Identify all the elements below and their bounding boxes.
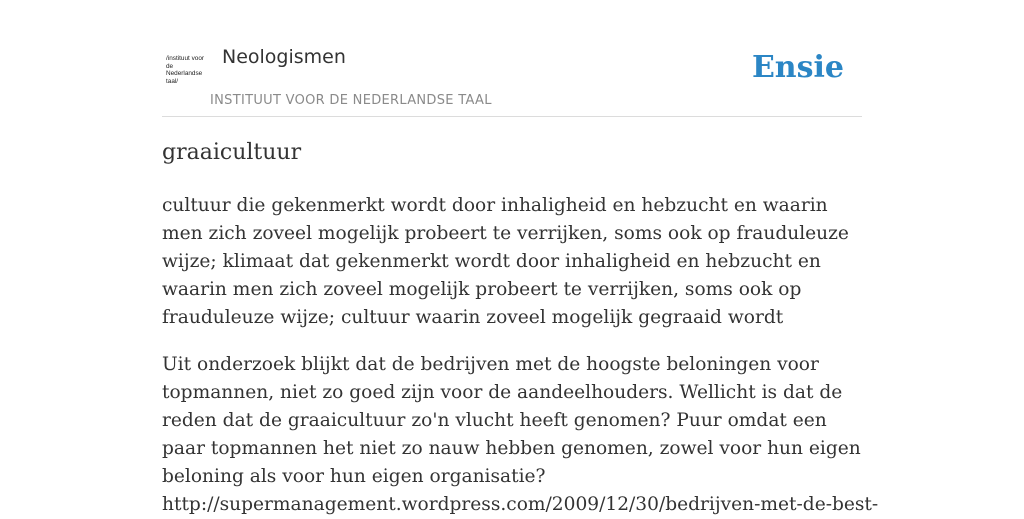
entry-example <box>162 351 879 519</box>
entry-title: graaicultuur <box>162 140 302 165</box>
entry-definition: cultuur die gekenmerkt wordt door inhaligheid en hebzucht en waarin men zich zoveel mogelijk probeert te verrijken, soms ook op frauduleuze wijze; klimaat dat gekenmerkt wordt door inhaligheid en hebzucht en waarin men zich zoveel mogelijk probeert te verrijken, soms ook op frauduleuze wijze; cultuur waarin zoveel mogelijk gegraaid wordt <box>162 195 849 328</box>
example-text: Uit onderzoek blijkt dat de bedrijven met de hoogste beloningen voor topmannen, niet zo goed zijn voor de aandeelhouders. Wellicht is dat de reden dat de graaicultuur zo'n vlucht heeft genomen? Puur omdat een paar topmannen het niet zo nauw hebben genomen, zowel voor hun eigen beloning als voor hun eigen organisatie? <box>162 354 861 487</box>
institute-name: INSTITUUT VOOR DE NEDERLANDSE TAAL <box>210 93 492 108</box>
source-link[interactable]: http://supermanagement.wordpress.com/2009/12/30/bedrijven-met-de-best- <box>162 494 879 515</box>
page <box>162 0 879 515</box>
site-header <box>162 0 862 117</box>
ivdnt-logo[interactable]: /instituut voor de Nederlandse taal/ <box>166 55 205 85</box>
ensie-brand-link[interactable]: Ensie <box>751 50 844 85</box>
site-name[interactable]: Neologismen <box>222 46 346 68</box>
